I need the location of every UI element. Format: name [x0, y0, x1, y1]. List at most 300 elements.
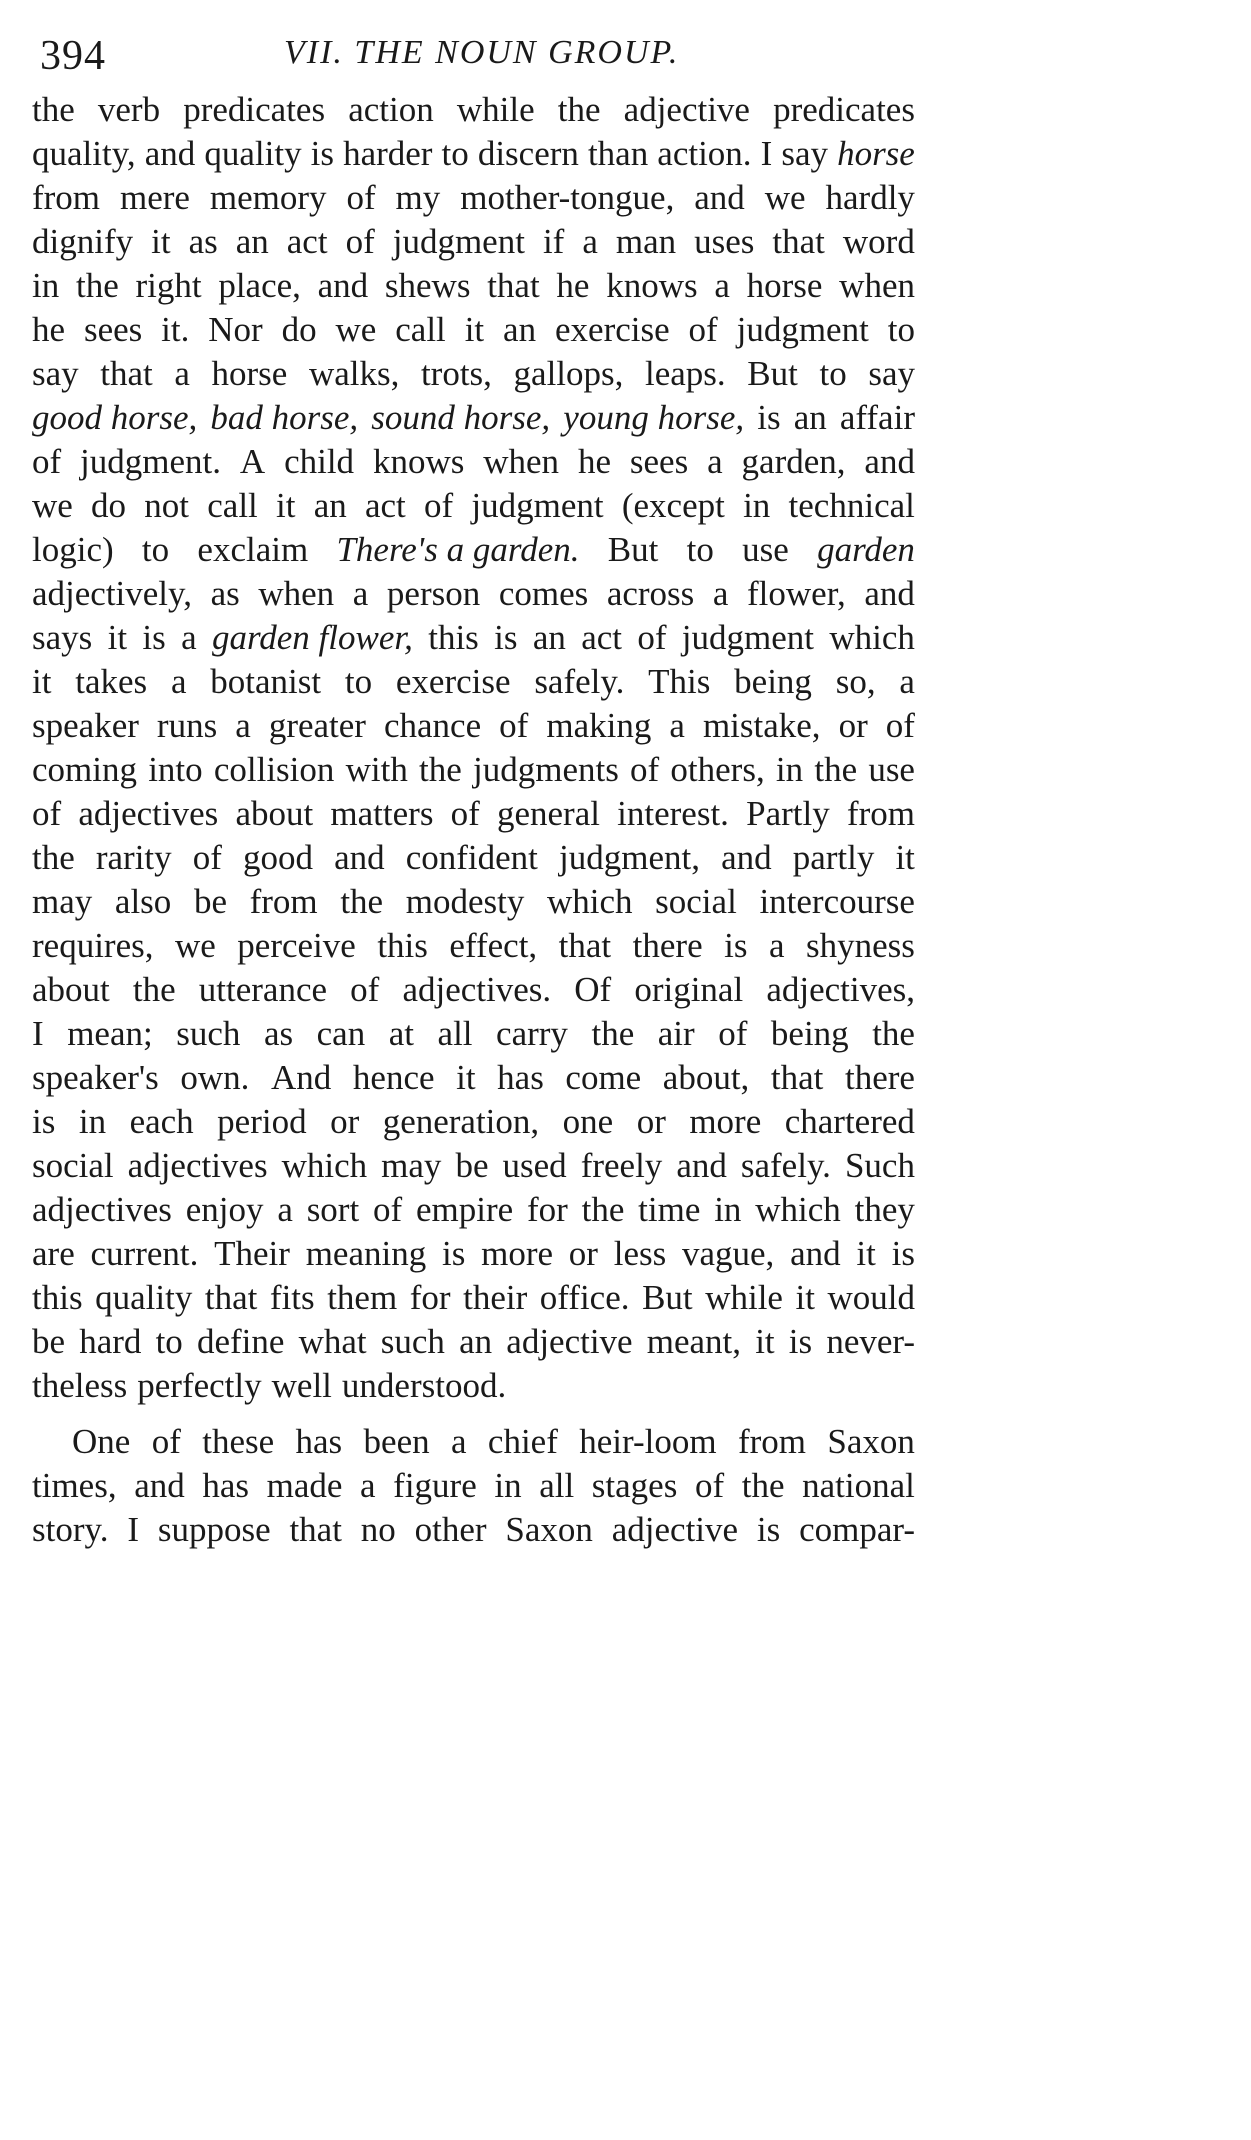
word: it: [107, 618, 128, 657]
word: comes: [498, 574, 589, 613]
word: as: [210, 574, 240, 613]
word: the: [132, 970, 176, 1009]
word: to: [686, 530, 714, 569]
word: be: [32, 1322, 66, 1361]
word: which: [755, 1190, 841, 1229]
word: act: [364, 486, 406, 525]
word: action: [348, 90, 434, 129]
word: and: [334, 838, 385, 877]
word: which: [281, 1146, 368, 1185]
word: exercise: [395, 662, 511, 701]
text-line: [32, 880, 915, 924]
word: for: [409, 1278, 451, 1317]
word: than: [587, 134, 649, 173]
word: air: [657, 1014, 695, 1053]
word: a: [768, 926, 785, 965]
word: predicates: [183, 90, 326, 129]
word: it: [151, 222, 171, 261]
word: generation,: [382, 1102, 540, 1141]
word: a: [235, 706, 251, 745]
word: he: [577, 442, 611, 481]
word: adjectively,: [32, 574, 193, 613]
text-line: [32, 616, 915, 660]
word: requires,: [32, 926, 154, 965]
text-line: [32, 1364, 915, 1408]
word: they: [854, 1190, 915, 1229]
word: it: [795, 1278, 815, 1317]
text-line: [32, 704, 915, 748]
word: of: [350, 970, 380, 1009]
word: the: [741, 1466, 785, 1505]
text-line: [32, 572, 915, 616]
italic-word: bad horse,: [210, 398, 359, 437]
word: a: [451, 1422, 467, 1461]
word: adjectives: [127, 1146, 268, 1185]
word: the: [32, 838, 75, 877]
text-line: [32, 176, 915, 220]
word: made: [266, 1466, 343, 1505]
word: from: [32, 178, 101, 217]
word: so,: [835, 662, 876, 701]
text-line: [32, 968, 915, 1012]
word: adjectives: [78, 794, 219, 833]
word: be: [193, 882, 227, 921]
word: own.: [180, 1058, 250, 1097]
text-line: [32, 748, 915, 792]
text-line: [32, 396, 915, 440]
word: adjective: [623, 90, 750, 129]
text-line: [32, 1056, 915, 1100]
word: But: [642, 1278, 693, 1317]
word: also: [114, 882, 172, 921]
word: a: [669, 706, 685, 745]
word: of: [637, 618, 667, 657]
word: suppose: [157, 1510, 271, 1549]
word: sees: [83, 310, 143, 349]
word: act: [286, 222, 328, 261]
word: place,: [218, 266, 301, 305]
word: say: [32, 354, 79, 393]
word: shews: [384, 266, 471, 305]
word: a: [352, 574, 369, 613]
word: of: [346, 178, 376, 217]
word: and: [317, 266, 369, 305]
page-number: 394: [40, 33, 106, 79]
word: to: [344, 662, 373, 701]
word: such: [176, 1014, 241, 1053]
text-line: [32, 924, 915, 968]
word: and: [864, 574, 915, 613]
italic-word: There's a garden.: [336, 530, 580, 569]
word: when: [258, 574, 335, 613]
word: confident: [405, 838, 538, 877]
word: a: [170, 662, 187, 701]
word: is: [32, 1102, 56, 1141]
word: and: [864, 442, 915, 481]
word: modesty: [405, 882, 525, 921]
word: of: [718, 1014, 748, 1053]
word: I: [32, 1014, 44, 1053]
word: understood.: [341, 1366, 507, 1405]
word: and: [721, 838, 772, 877]
text-line: [32, 352, 915, 396]
word: it: [456, 1058, 476, 1097]
word: adjectives: [32, 1190, 172, 1229]
word: adjective: [611, 1510, 739, 1549]
word: call: [207, 486, 258, 525]
word: to: [155, 1322, 183, 1361]
text-line: [32, 660, 915, 704]
word: of: [694, 1466, 725, 1505]
word: chartered: [784, 1102, 915, 1141]
word: of: [885, 706, 915, 745]
word: a: [582, 222, 598, 261]
word: safely.: [534, 662, 625, 701]
word: story.: [32, 1510, 109, 1549]
word: One: [72, 1422, 131, 1461]
word: judgment,: [559, 838, 700, 877]
word: all: [437, 1014, 473, 1053]
word: or: [838, 706, 868, 745]
word: quality,: [32, 134, 136, 173]
word: exercise: [555, 310, 670, 349]
word: hence: [352, 1058, 435, 1097]
word: it: [856, 1234, 876, 1273]
word: harder: [343, 134, 433, 173]
word: empire: [415, 1190, 514, 1229]
word: right: [135, 266, 202, 305]
word: a: [277, 1190, 293, 1229]
word: effect,: [449, 926, 538, 965]
word: my: [395, 178, 441, 217]
word: a: [899, 662, 915, 701]
text-line: [32, 220, 915, 264]
word: time: [638, 1190, 701, 1229]
word: judgment: [392, 222, 525, 261]
word: all: [539, 1466, 575, 1505]
word: from: [249, 882, 318, 921]
word: the: [581, 1190, 625, 1229]
italic-word: sound horse,: [371, 398, 551, 437]
word: heir-loom: [579, 1422, 717, 1461]
word: A: [239, 442, 266, 481]
word: But: [607, 530, 659, 569]
word: stages: [591, 1466, 678, 1505]
word: general: [496, 794, 600, 833]
word: it: [755, 1322, 775, 1361]
word: says: [32, 618, 93, 657]
word: from: [737, 1422, 806, 1461]
word: in: [494, 1466, 522, 1505]
word: them: [327, 1278, 398, 1317]
word: a: [714, 266, 730, 305]
word: action.: [657, 134, 752, 173]
word: And: [271, 1058, 332, 1097]
word: coming: [32, 750, 137, 789]
text-line: [32, 1100, 915, 1144]
word: to: [141, 530, 170, 569]
word: Nor: [208, 310, 263, 349]
word: hard: [79, 1322, 142, 1361]
word: adjectives.: [402, 970, 552, 1009]
text-line: [32, 264, 915, 308]
word: we: [764, 178, 806, 217]
word: theless: [32, 1366, 128, 1405]
word: technical: [788, 486, 915, 525]
word: of: [688, 310, 718, 349]
word: do: [91, 486, 127, 525]
word: into: [148, 750, 203, 789]
word: of: [499, 706, 529, 745]
word: memory: [209, 178, 327, 217]
word: shyness: [806, 926, 915, 965]
word: the: [32, 90, 75, 129]
word: enjoy: [185, 1190, 264, 1229]
word: are: [32, 1234, 75, 1273]
word: verb: [97, 90, 161, 129]
word: logic): [32, 530, 114, 569]
word: Saxon: [827, 1422, 915, 1461]
word: knows: [372, 442, 465, 481]
text-line: [32, 484, 915, 528]
word: mistake,: [702, 706, 821, 745]
word: is: [724, 926, 748, 965]
word: about: [235, 794, 314, 833]
word: mother-tongue,: [460, 178, 675, 217]
word: the: [557, 90, 601, 129]
paragraph-gap: [32, 1408, 915, 1420]
word: has: [202, 1466, 249, 1505]
word: use: [868, 750, 915, 789]
word: perfectly: [137, 1366, 262, 1405]
word: as: [188, 222, 218, 261]
word: to: [887, 310, 915, 349]
word: is: [891, 1234, 915, 1273]
italic-word: good horse,: [32, 398, 198, 437]
word: an: [793, 398, 827, 437]
word: well: [271, 1366, 332, 1405]
word: that: [772, 222, 825, 261]
word: about,: [662, 1058, 750, 1097]
word: to: [819, 354, 847, 393]
text-line: [32, 1464, 915, 1508]
word: walks,: [308, 354, 400, 393]
word: used: [502, 1146, 567, 1185]
paragraph: [32, 88, 915, 1408]
word: this: [428, 618, 479, 657]
italic-word: horse: [837, 134, 915, 173]
text-line: [32, 1188, 915, 1232]
word: a: [360, 1466, 376, 1505]
word: an: [235, 222, 269, 261]
word: interest.: [617, 794, 729, 833]
word: these: [202, 1422, 275, 1461]
word: such: [380, 1322, 445, 1361]
word: garden,: [741, 442, 846, 481]
word: fits: [269, 1278, 315, 1317]
word: more: [689, 1102, 762, 1141]
word: Partly: [746, 794, 830, 833]
paragraph: [32, 1420, 915, 1552]
word: a: [174, 354, 190, 393]
word: in: [714, 1190, 742, 1229]
word: an: [313, 486, 347, 525]
word: flower,: [747, 574, 846, 613]
word: meant,: [646, 1322, 742, 1361]
word: which: [546, 882, 633, 921]
word: if: [542, 222, 565, 261]
word: is: [756, 1510, 781, 1549]
word: intercourse: [759, 882, 915, 921]
word: more: [481, 1234, 554, 1273]
word: define: [196, 1322, 285, 1361]
word: compar-: [799, 1510, 915, 1549]
word: while: [456, 90, 535, 129]
word: this: [377, 926, 428, 965]
word: horse: [211, 354, 288, 393]
word: it.: [161, 310, 190, 349]
word: call: [395, 310, 446, 349]
word: figure: [393, 1466, 477, 1505]
word: this: [32, 1278, 83, 1317]
word: being: [734, 662, 812, 701]
italic-word: garden flower,: [211, 618, 413, 657]
word: be: [455, 1146, 489, 1185]
word: of: [151, 1422, 181, 1461]
word: for: [526, 1190, 568, 1229]
word: hardly: [825, 178, 915, 217]
word: Such: [844, 1146, 915, 1185]
word: uses: [694, 222, 755, 261]
word: Saxon: [505, 1510, 593, 1549]
word: leaps.: [645, 354, 726, 393]
word: the: [419, 750, 462, 789]
word: there: [632, 926, 703, 965]
word: meaning: [305, 1234, 427, 1273]
word: has: [497, 1058, 544, 1097]
word: mean;: [67, 1014, 153, 1053]
word: man: [615, 222, 677, 261]
word: would: [827, 1278, 915, 1317]
word: it: [32, 662, 52, 701]
word: of: [32, 442, 62, 481]
word: word: [842, 222, 915, 261]
word: with: [345, 750, 408, 789]
text-line: [32, 1144, 915, 1188]
page-header: [40, 32, 920, 92]
word: the: [814, 750, 858, 789]
word: dignify: [32, 222, 134, 261]
text-line: [32, 1508, 915, 1552]
text-line: [32, 528, 915, 572]
word: carry: [496, 1014, 568, 1053]
word: use: [742, 530, 789, 569]
word: original: [634, 970, 744, 1009]
word: judgment.: [80, 442, 222, 481]
word: in: [32, 266, 60, 305]
word: act: [581, 618, 622, 657]
word: rarity: [95, 838, 172, 877]
word: in: [743, 486, 771, 525]
word: and: [134, 1466, 185, 1505]
text-line: [32, 1420, 915, 1464]
text-line: [32, 132, 915, 176]
word: trots,: [420, 354, 492, 393]
word: good: [243, 838, 313, 877]
word: come: [565, 1058, 642, 1097]
word: that: [770, 1058, 824, 1097]
word: horse: [746, 266, 823, 305]
word: it: [464, 310, 485, 349]
word: sort: [306, 1190, 360, 1229]
word: vague,: [681, 1234, 775, 1273]
word: of: [192, 838, 222, 877]
word: their: [463, 1278, 528, 1317]
word: the: [872, 1014, 915, 1053]
word: is: [142, 618, 166, 657]
italic-word: garden: [817, 530, 915, 569]
word: child: [284, 442, 355, 481]
word: takes: [75, 662, 148, 701]
word: collision: [213, 750, 335, 789]
word: an: [503, 310, 537, 349]
word: which: [829, 618, 915, 657]
word: been: [363, 1422, 430, 1461]
word: across: [606, 574, 695, 613]
word: no: [360, 1510, 396, 1549]
word: of: [424, 486, 454, 525]
word: a: [181, 618, 197, 657]
word: mere: [119, 178, 190, 217]
word: the: [340, 882, 384, 921]
word: and: [676, 1146, 727, 1185]
word: or: [330, 1102, 360, 1141]
word: judgment: [681, 618, 815, 657]
word: not: [144, 486, 190, 525]
text-line: [32, 1232, 915, 1276]
word: there: [844, 1058, 915, 1097]
word: or: [636, 1102, 666, 1141]
text-line: [32, 1012, 915, 1056]
word: perceive: [237, 926, 356, 965]
word: while: [705, 1278, 783, 1317]
word: being: [770, 1014, 849, 1053]
word: is: [441, 1234, 466, 1273]
word: in: [78, 1102, 107, 1141]
word: when: [483, 442, 560, 481]
word: in: [775, 750, 804, 789]
word: can: [316, 1014, 366, 1053]
word: others,: [670, 750, 765, 789]
word: and: [790, 1234, 841, 1273]
word: or: [568, 1234, 598, 1273]
word: discern: [477, 134, 579, 173]
word: judgment: [471, 486, 604, 525]
text-line: [32, 836, 915, 880]
word: say: [781, 134, 828, 173]
running-head: VII. THE NOUN GROUP.: [284, 34, 680, 71]
word: partly: [792, 838, 875, 877]
word: utterance: [198, 970, 328, 1009]
word: the: [591, 1014, 635, 1053]
word: never-: [826, 1322, 915, 1361]
word: person: [386, 574, 481, 613]
word: and: [694, 178, 745, 217]
word: freely: [580, 1146, 663, 1185]
word: may: [32, 882, 93, 921]
word: current.: [90, 1234, 199, 1273]
word: But: [747, 354, 798, 393]
